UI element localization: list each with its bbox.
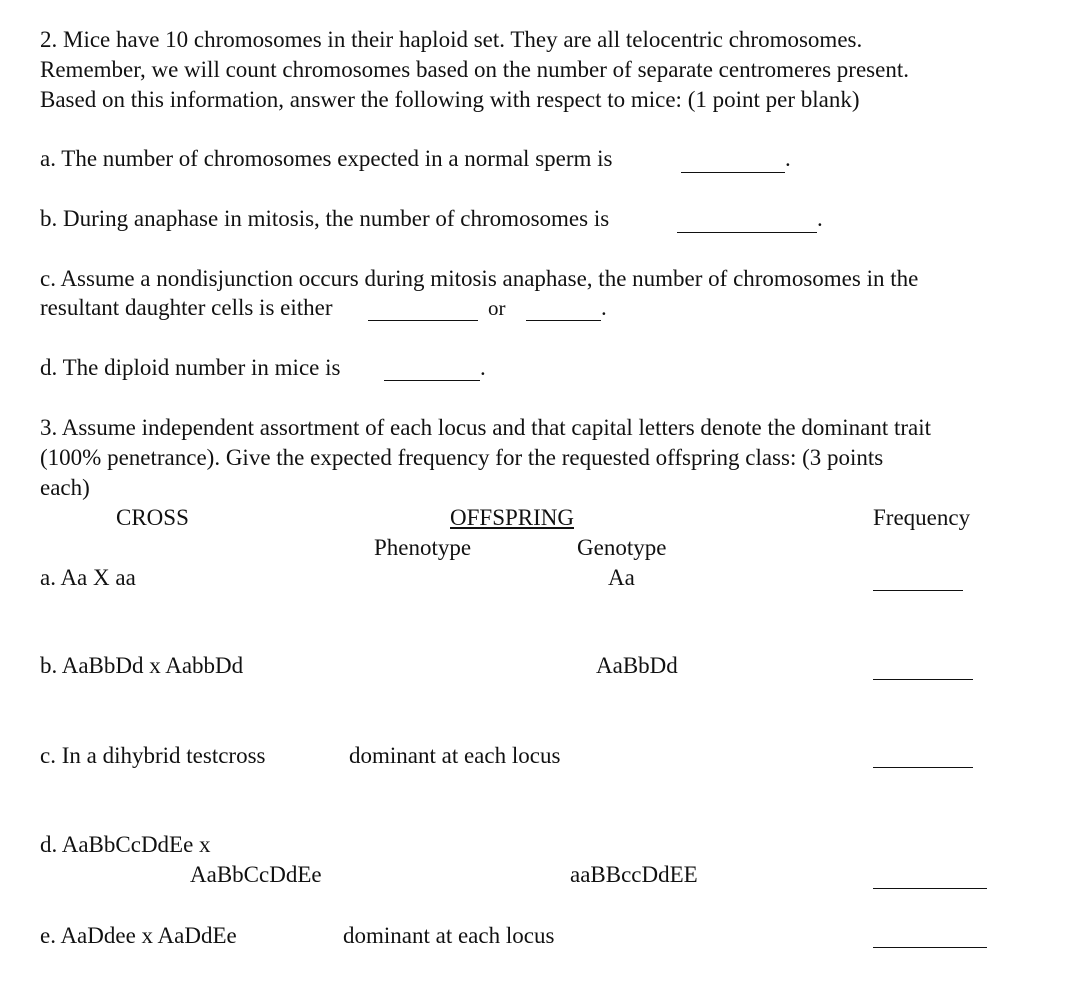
row-d-cross-line-1: d. AaBbCcDdEe x <box>40 832 211 857</box>
row-a-frequency-blank[interactable] <box>873 590 963 591</box>
q2a-period: . <box>785 146 791 171</box>
row-a-genotype: Aa <box>608 565 635 590</box>
row-e-cross: e. AaDdee x AaDdEe <box>40 923 237 948</box>
header-genotype: Genotype <box>577 535 667 560</box>
q2d-prompt: d. The diploid number in mice is <box>40 355 341 380</box>
header-frequency: Frequency <box>873 505 971 530</box>
q3-intro-line-3: each) <box>40 475 90 500</box>
row-e-frequency-blank[interactable] <box>873 947 987 948</box>
row-b-genotype: AaBbDd <box>596 653 678 678</box>
header-cross: CROSS <box>116 505 189 530</box>
row-d-cross-line-2: AaBbCcDdEe <box>190 862 322 887</box>
row-d-frequency-blank[interactable] <box>873 888 987 889</box>
q2a-answer-blank[interactable] <box>681 172 785 173</box>
q2-intro-line-3: Based on this information, answer the following with respect to mice: (1 point per blank) <box>40 87 860 112</box>
q2a-prompt: a. The number of chromosomes expected in a normal sperm is <box>40 146 613 171</box>
q3-intro-line-2: (100% penetrance). Give the expected frequency for the requested offspring class: (3 points <box>40 445 884 470</box>
row-a-cross: a. Aa X aa <box>40 565 136 590</box>
row-d-genotype: aaBBccDdEE <box>570 862 698 887</box>
q2b-answer-blank[interactable] <box>677 232 817 233</box>
q2b-prompt: b. During anaphase in mitosis, the number of chromosomes is <box>40 206 610 231</box>
q2c-prompt-line-1: c. Assume a nondisjunction occurs during mitosis anaphase, the number of chromosomes in the <box>40 266 919 291</box>
q2-intro-line-2: Remember, we will count chromosomes based on the number of separate centromeres present. <box>40 57 909 82</box>
q2c-or: or <box>488 296 506 320</box>
row-b-frequency-blank[interactable] <box>873 679 973 680</box>
q2b-period: . <box>817 206 823 231</box>
row-b-cross: b. AaBbDd x AabbDd <box>40 653 244 678</box>
q2c-prompt-line-2: resultant daughter cells is either <box>40 295 333 320</box>
q2d-answer-blank[interactable] <box>384 380 480 381</box>
row-c-frequency-blank[interactable] <box>873 767 973 768</box>
row-c-cross: c. In a dihybrid testcross <box>40 743 266 768</box>
q2c-answer-blank-1[interactable] <box>368 320 478 321</box>
header-phenotype: Phenotype <box>374 535 472 560</box>
q2-intro-line-1: 2. Mice have 10 chromosomes in their haploid set. They are all telocentric chromosomes. <box>40 27 863 52</box>
q2d-period: . <box>480 355 486 380</box>
row-c-phenotype: dominant at each locus <box>349 743 561 768</box>
q3-intro-line-1: 3. Assume independent assortment of each locus and that capital letters denote the dominant trait <box>40 415 931 440</box>
row-e-phenotype: dominant at each locus <box>343 923 555 948</box>
q2c-answer-blank-2[interactable] <box>526 320 601 321</box>
q2c-period: . <box>601 295 607 320</box>
header-offspring: OFFSPRING <box>450 505 574 530</box>
